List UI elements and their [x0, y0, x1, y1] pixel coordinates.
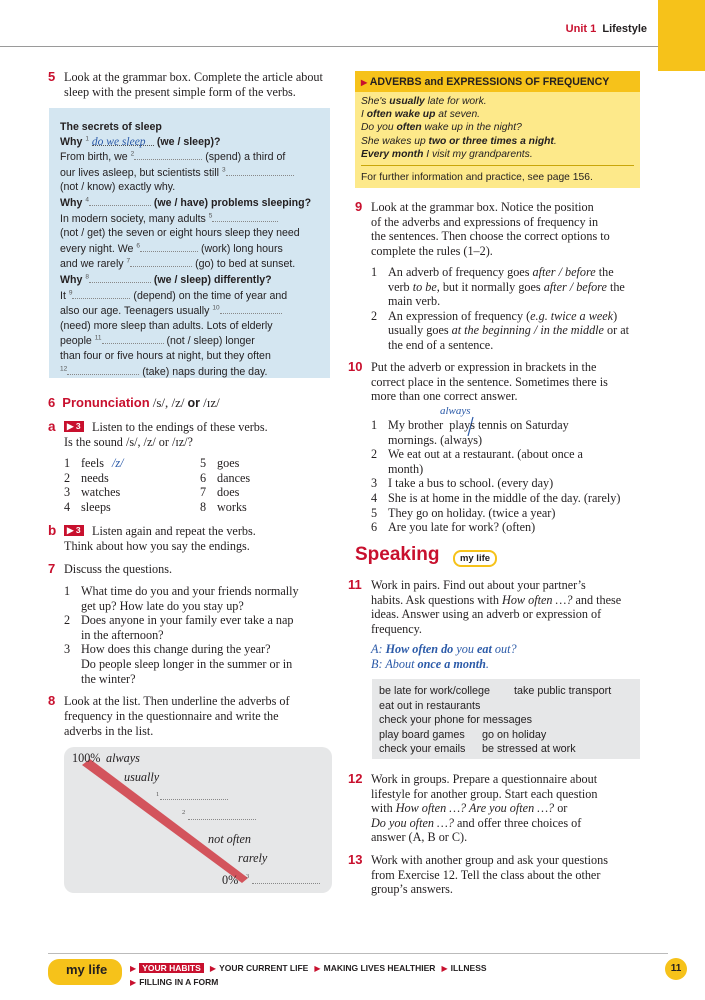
article-text: also our age. Teenagers usually — [60, 305, 210, 318]
sentence-number: 1 — [371, 418, 378, 432]
verb-number: 6 — [200, 470, 207, 485]
ex9 — [355, 199, 645, 352]
speaker-a: A: — [371, 642, 383, 656]
ex13-text: group’s answers. — [371, 882, 453, 897]
grammar-key: Every month — [361, 148, 424, 160]
unit-number: Unit 1 — [565, 23, 597, 35]
ex7-q3: the winter? — [81, 671, 136, 686]
grammar-text: I — [361, 109, 367, 121]
ex11 — [348, 577, 645, 671]
rule-option: at the beginning / in the middle — [451, 323, 604, 338]
rule-number: 1 — [371, 265, 378, 279]
sentence-number: 4 — [371, 490, 378, 505]
triangle-icon: ▶ — [361, 78, 368, 87]
sentence-text: I take a bus to school. (every day) — [388, 476, 554, 491]
verb: needs — [81, 470, 109, 485]
sentence-number: 6 — [371, 520, 378, 535]
ex7-q1: What time do you and your friends normally — [81, 584, 299, 598]
grammar-note: For further information and practice, see page 156. — [361, 165, 634, 186]
speaker-b: B: — [371, 656, 383, 671]
gap-6[interactable] — [140, 241, 198, 252]
freq-gap-3[interactable] — [252, 873, 320, 884]
article-text: In modern society, many adults — [60, 212, 206, 225]
triangle-icon: ▶ — [441, 964, 448, 973]
article-text: than four or five hours at night, but they often — [60, 349, 271, 362]
sentence-number: 2 — [371, 447, 378, 462]
grammar-title — [355, 71, 640, 92]
header-rule — [0, 46, 658, 47]
gap-3[interactable] — [226, 165, 294, 176]
footer-nav-2 — [130, 974, 218, 991]
unit-title: Lifestyle — [602, 23, 647, 35]
idea-item: check your phone for messages — [379, 714, 533, 727]
ex12-number: 12 — [348, 771, 363, 786]
rule-text: verb — [388, 279, 413, 294]
rule-text: usually goes — [388, 323, 452, 338]
gap-number: 6 — [136, 242, 140, 250]
ex6a-line1: Listen to the endings of these verbs. — [92, 420, 268, 434]
article-text: every night. We — [60, 242, 134, 255]
footer-item-current-life[interactable]: YOUR CURRENT LIFE — [219, 963, 309, 973]
dialogue-text: . — [485, 656, 489, 671]
ex5-instructions — [48, 69, 323, 99]
verb: goes — [217, 456, 240, 470]
article-text: (spend) a third of — [205, 151, 286, 164]
ex6b-line1: Listen again and repeat the verbs. — [92, 524, 256, 538]
ex8-line2: frequency in the questionnaire and write the — [64, 709, 279, 723]
ex7-q3: Do people sleep longer in the summer or in — [81, 656, 293, 671]
article-text: It — [60, 289, 66, 302]
ex10-text: more than one correct answer. — [371, 389, 518, 404]
article-text: (take) naps during the day. — [142, 365, 268, 378]
audio-track-button[interactable]: ▶ 3 — [64, 421, 84, 432]
ex13-number: 13 — [348, 852, 363, 867]
ex12-text: with — [371, 801, 396, 816]
verb-number: 2 — [64, 470, 71, 485]
verb-number: 7 — [200, 485, 207, 500]
footer-item-your-habits[interactable]: YOUR HABITS — [139, 963, 204, 973]
verb-number: 3 — [64, 485, 71, 500]
gap-number: 7 — [126, 257, 131, 265]
ex7-intro: Discuss the questions. — [64, 562, 172, 576]
grammar-text: She's — [361, 96, 390, 107]
grammar-text: late for work. — [424, 96, 487, 107]
article-text: From birth, we — [60, 151, 128, 164]
rule-text: the — [595, 265, 614, 279]
freq-gap-2[interactable] — [188, 809, 256, 820]
ex6-sounds: /s/, /z/ — [152, 395, 185, 410]
gap-5[interactable] — [212, 211, 278, 222]
gap-number: 10 — [212, 304, 220, 312]
ex6-or: or — [187, 396, 201, 410]
ex11-text: habits. Ask questions with — [371, 592, 503, 607]
article-text: (not / sleep) longer — [166, 335, 255, 348]
grammar-text: She wakes up — [361, 135, 429, 147]
freq-top-pct: 100% — [72, 751, 101, 765]
ex7-q1: get up? How late do you stay up? — [81, 598, 244, 613]
ex6a-line2: Is the sound /s/, /z/ or /ɪz/? — [64, 435, 193, 449]
ex6b-line2: Think about how you say the endings. — [64, 539, 250, 553]
verb: does — [217, 485, 240, 500]
gap-number: 3 — [221, 166, 226, 174]
ex5-number: 5 — [48, 69, 56, 84]
grammar-key: often — [396, 122, 422, 134]
ex6a — [48, 419, 348, 449]
ex10-text: Put the adverb or expression in brackets in the — [371, 360, 597, 374]
rule-text: ) — [613, 308, 618, 323]
article-text: (depend) on the time of year and — [133, 289, 288, 302]
article-text: (we / sleep) differently? — [153, 273, 272, 286]
verb-number: 1 — [64, 456, 71, 470]
footer-item-illness[interactable]: ILLNESS — [450, 963, 487, 973]
verb-answer: /z/ — [112, 456, 124, 470]
verb: dances — [217, 470, 251, 485]
article-box — [49, 108, 330, 378]
sentence-text: They go on holiday. (twice a year) — [388, 505, 556, 520]
ex7 — [48, 561, 348, 686]
rule-text: An expression of frequency ( — [388, 308, 531, 323]
dialogue-key: once a month — [417, 656, 486, 671]
ex9-number: 9 — [355, 199, 363, 214]
gap-11[interactable] — [102, 333, 164, 344]
ex9-text: of the adverbs and expressions of frequency in — [371, 214, 599, 229]
ex11-text: and these — [572, 592, 622, 607]
ex9-text: Look at the grammar box. Notice the position — [371, 200, 594, 214]
header-tab — [658, 0, 705, 71]
ex12 — [348, 771, 645, 845]
q-number: 3 — [64, 642, 71, 657]
ex7-q3: How does this change during the year? — [81, 642, 271, 657]
article-text: Why — [60, 135, 83, 148]
ex7-number: 7 — [48, 561, 56, 576]
ex5-line1: Look at the grammar box. Complete the article about — [64, 70, 323, 84]
ex11-text: ideas. Answer using an adverb or expression of — [371, 607, 602, 622]
freq-bottom-pct: 0% — [222, 873, 239, 887]
freq-rarely: rarely — [238, 851, 268, 865]
gap-9[interactable] — [72, 288, 130, 299]
gap-number: 9 — [68, 289, 73, 296]
grammar-examples — [355, 92, 640, 164]
ex10 — [348, 359, 645, 535]
freq-not-often: not often — [208, 832, 251, 846]
verb-number: 8 — [200, 499, 207, 514]
dialogue-key: How often do — [385, 642, 454, 656]
unit-label — [566, 22, 647, 37]
grammar-key: usually — [389, 96, 425, 107]
gap-8[interactable] — [89, 272, 151, 283]
ex12-text: and offer three choices of — [453, 815, 582, 830]
idea-item: go on holiday — [482, 728, 547, 741]
ex6-heading — [48, 396, 220, 411]
gap-number: 11 — [94, 334, 102, 342]
gap-number: 12 — [60, 364, 68, 372]
audio-track-button[interactable]: ▶ 3 — [64, 525, 84, 536]
gap-number: 8 — [85, 273, 89, 281]
grammar-box — [355, 71, 640, 188]
gap-1-answer: do we sleep — [91, 135, 146, 148]
my-life-footer-badge — [48, 959, 122, 985]
verb-number: 4 — [64, 499, 71, 514]
triangle-icon: ▶ — [130, 964, 137, 973]
article-title: The secrets of sleep — [60, 121, 162, 133]
ex11-text: How often …? — [502, 592, 573, 607]
grammar-title-text: ADVERBS and EXPRESSIONS OF FREQUENCY — [369, 76, 610, 88]
sentence-text: mornings. (always) — [388, 432, 483, 447]
q-number: 2 — [64, 613, 71, 628]
grammar-text: Do you — [361, 122, 397, 134]
dialogue-key: eat — [476, 642, 492, 656]
gap-4[interactable] — [89, 195, 151, 206]
grammar-key: two or three times a night — [428, 135, 554, 147]
ex11-number: 11 — [348, 577, 362, 592]
ex10-text: correct place in the sentence. Sometimes there is — [371, 374, 608, 389]
gap-7[interactable] — [130, 256, 192, 267]
speaking-heading: Speaking — [355, 544, 440, 565]
rule-option: after / before — [532, 265, 596, 279]
sentence-text: We eat out at a restaurant. (about once a — [388, 447, 583, 462]
article-text: (we / sleep)? — [156, 135, 221, 148]
ex5-line2: sleep with the present simple form of the verbs. — [64, 85, 296, 99]
sentence-number: 5 — [371, 505, 378, 520]
footer-item-form[interactable]: FILLING IN A FORM — [139, 977, 219, 987]
rule-option: e.g. twice a week — [530, 308, 614, 323]
article-text: (go) to bed at sunset. — [195, 258, 296, 271]
ex6b-letter: b — [48, 523, 57, 538]
rule-text: , but it normally goes — [436, 279, 544, 294]
ex12-text: answer (A, B or C). — [371, 830, 468, 845]
grammar-text: I visit my grandparents. — [423, 148, 533, 160]
idea-item: be late for work/college — [379, 685, 491, 697]
sentence-text: Are you late for work? (often) — [388, 520, 536, 535]
sentence-text: plays tennis on Saturday — [449, 418, 569, 432]
ex6a-letter: a — [48, 419, 56, 434]
ex6-number: 6 — [48, 395, 56, 410]
ex13-text: from Exercise 12. Tell the class about the other — [371, 867, 601, 882]
idea-item: check your emails — [379, 743, 466, 756]
ex12-text: Work in groups. Prepare a questionnaire about — [371, 772, 598, 786]
ex9-text: the sentences. Then choose the correct options to — [371, 229, 610, 244]
ex6-sound3: /ɪz/ — [203, 395, 220, 410]
gap-number: 4 — [85, 196, 89, 204]
rule-text: An adverb of frequency goes — [388, 265, 533, 279]
gap-number: 1 — [85, 135, 89, 143]
sentence-number: 3 — [371, 476, 378, 491]
ex7-q2: Does anyone in your family ever take a nap — [81, 613, 294, 628]
grammar-key: often wake up — [366, 109, 436, 121]
freq-usually: usually — [124, 770, 160, 784]
article-text: our lives asleep, but scientists still — [60, 166, 219, 179]
ex6-verbs-left — [64, 456, 194, 514]
triangle-icon: ▶ — [130, 978, 137, 987]
idea-item: play board games — [379, 728, 465, 741]
rule-text: main verb. — [388, 294, 441, 309]
sentence-text: month) — [388, 461, 424, 476]
ex8 — [48, 693, 348, 738]
freq-gap-1[interactable] — [160, 789, 228, 800]
idea-item: take public transport — [514, 685, 612, 697]
frequency-arrow-icon — [64, 747, 332, 893]
sentence-text: My brother — [388, 418, 444, 432]
ex10-number: 10 — [348, 359, 363, 374]
triangle-icon: ▶ — [209, 964, 217, 973]
dialogue-text: you — [453, 642, 477, 656]
ideas-list — [372, 679, 640, 759]
verb-number: 5 — [200, 456, 207, 470]
ex12-text: lifestyle for another group. Start each question — [371, 786, 598, 801]
freq-always: always — [106, 751, 140, 765]
grammar-text: . — [553, 135, 557, 147]
gap-2[interactable] — [134, 149, 202, 160]
article-text: Why — [60, 196, 83, 209]
ex7-q2: in the afternoon? — [81, 627, 164, 642]
example-dialogue — [371, 642, 517, 671]
rule-option: to be — [412, 279, 437, 294]
ex12-text: How often …? Are you often …? — [395, 801, 555, 816]
my-life-tag: my life — [453, 550, 497, 567]
rule-text: or at — [603, 323, 630, 338]
ex9-text: complete the rules (1–2). — [371, 243, 493, 258]
ex6-title: Pronunciation — [62, 395, 150, 410]
ex8-line3: adverbs in the list. — [64, 724, 154, 738]
article-text: Why — [60, 273, 83, 286]
verb: watches — [81, 485, 121, 500]
rule-number: 2 — [371, 308, 378, 323]
verb: works — [217, 499, 247, 514]
ex11-text: frequency. — [371, 621, 422, 636]
rule-text: the end of a sentence. — [388, 337, 494, 352]
article-text: and we rarely — [60, 258, 124, 271]
grammar-text: at seven. — [435, 109, 481, 121]
article-text: (not / know) exactly why. — [60, 181, 176, 194]
triangle-icon: ▶ — [314, 964, 321, 973]
verb: sleeps — [81, 499, 111, 514]
gap-1[interactable] — [92, 135, 154, 146]
freq-gap-number: 1 — [156, 791, 160, 798]
footer-item-healthier[interactable]: MAKING LIVES HEALTHIER — [323, 963, 436, 973]
ex13-text: Work with another group and ask your questions — [371, 853, 608, 867]
gap-number: 2 — [130, 150, 135, 158]
gap-number: 5 — [208, 212, 213, 220]
my-life-footer-text: my life — [66, 962, 108, 977]
ex13 — [348, 852, 645, 897]
article-text: (not / get) the seven or eight hours sleep they need — [60, 227, 300, 240]
grammar-text: wake up in the night? — [421, 122, 522, 134]
ex10-insert-answer: always — [440, 405, 471, 417]
ex6-verbs-right — [200, 456, 300, 514]
article-text: (we / have) problems sleeping? — [153, 196, 312, 209]
rule-text: the — [606, 279, 625, 294]
rule-option: after / before — [543, 279, 607, 294]
gap-10[interactable] — [220, 303, 282, 314]
dialogue-text: About — [385, 656, 418, 671]
ex12-text: or — [554, 801, 568, 816]
freq-gap-number: 3 — [246, 873, 250, 880]
frequency-scale — [64, 747, 332, 893]
q-number: 1 — [64, 584, 71, 598]
article-text: (need) more sleep than adults. Lots of elderly — [60, 319, 273, 332]
ex6b — [48, 523, 348, 553]
dialogue-text: out? — [491, 642, 517, 656]
footer-rule — [48, 953, 668, 954]
gap-12[interactable] — [67, 364, 139, 375]
article-text: people — [60, 335, 92, 348]
ex8-line1: Look at the list. Then underline the adverbs of — [64, 694, 290, 708]
article-text: (work) long hours — [200, 242, 283, 255]
ex12-text: Do you often …? — [371, 815, 454, 830]
idea-item: eat out in restaurants — [379, 699, 481, 712]
freq-gap-number: 2 — [182, 809, 186, 816]
ex8-number: 8 — [48, 693, 56, 708]
verb: feels — [81, 456, 105, 470]
page-number: 11 — [665, 958, 687, 980]
idea-item: be stressed at work — [482, 743, 576, 756]
sentence-text: She is at home in the middle of the day. (rarely) — [388, 490, 621, 505]
ex11-text: Work in pairs. Find out about your partner’s — [371, 578, 586, 592]
